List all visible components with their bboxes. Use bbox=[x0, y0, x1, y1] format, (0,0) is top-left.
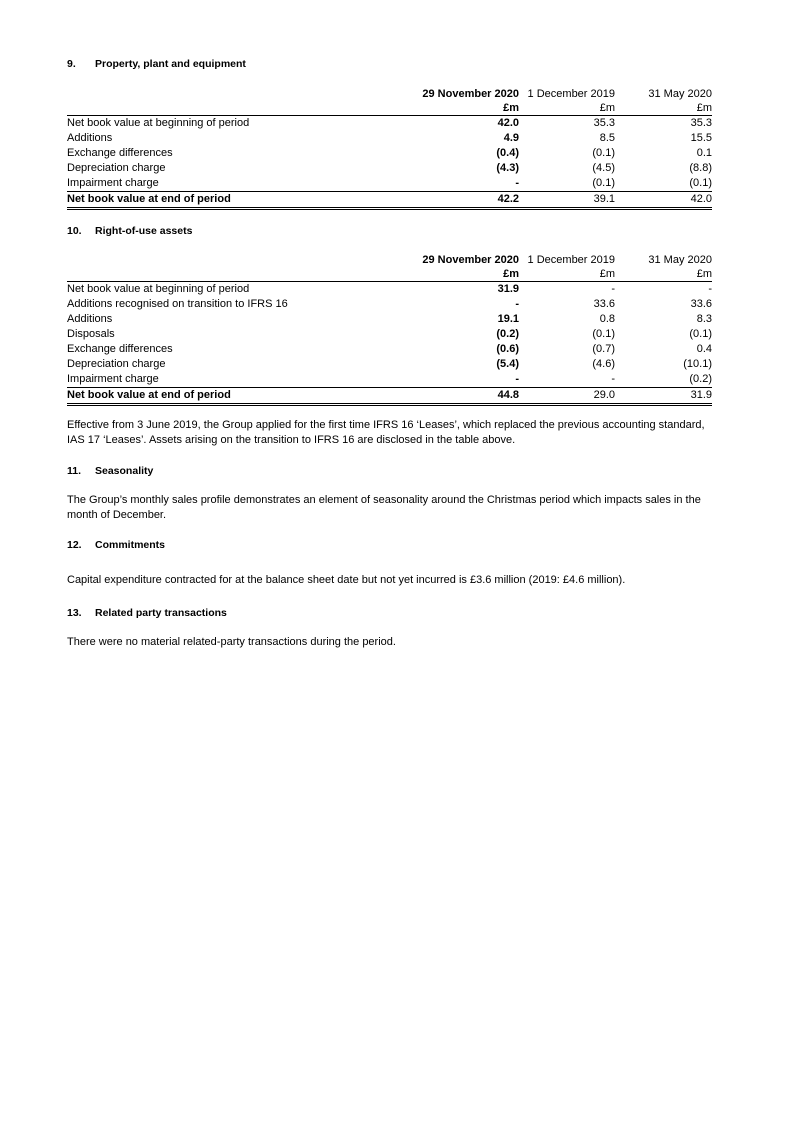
cell-value: (4.6) bbox=[592, 358, 615, 370]
column-header: 1 December 2019 bbox=[527, 88, 615, 100]
cell-value: 42.2 bbox=[417, 192, 519, 209]
row-label: Depreciation charge bbox=[67, 358, 166, 370]
section-number: 13. bbox=[67, 607, 82, 619]
column-header: 29 November 2020 bbox=[422, 254, 519, 266]
section-heading-11 bbox=[67, 465, 153, 477]
table-unit-row bbox=[67, 267, 712, 282]
section-title: Related party transactions bbox=[95, 607, 227, 619]
table-header-row bbox=[67, 87, 712, 101]
table-total-row bbox=[67, 388, 712, 405]
row-label: Disposals bbox=[67, 328, 115, 340]
table-header-row bbox=[67, 253, 712, 267]
cell-value: (10.1) bbox=[683, 358, 712, 370]
row-label: Exchange differences bbox=[67, 343, 173, 355]
unit-label: £m bbox=[417, 267, 519, 282]
cell-value: 35.3 bbox=[593, 117, 615, 129]
cell-value: - bbox=[515, 298, 519, 310]
seasonality-text: The Group’s monthly sales profile demonstrates an element of seasonality around the Christmas period which impacts sales in the month of December. bbox=[67, 494, 701, 521]
ifrs16-note: Effective from 3 June 2019, the Group applied for the first time IFRS 16 ‘Leases’, which replaced the previous accounting standard, IAS 17 ‘Leases’. Assets arising on the transition to IFRS 16 are disclosed in the table above. bbox=[67, 419, 705, 446]
cell-value: (8.8) bbox=[689, 162, 712, 174]
cell-value: 15.5 bbox=[690, 132, 712, 144]
commitments-text: Capital expenditure contracted for at the balance sheet date but not yet incurred is £3.6 million (2019: £4.6 million). bbox=[67, 574, 626, 586]
table-row bbox=[67, 312, 712, 327]
cell-value: - bbox=[515, 177, 519, 189]
section-heading-13 bbox=[67, 607, 227, 619]
cell-value: (0.1) bbox=[592, 328, 615, 340]
cell-value: 33.6 bbox=[593, 298, 615, 310]
cell-value: 31.9 bbox=[615, 388, 712, 405]
table-row bbox=[67, 161, 712, 176]
unit-label: £m bbox=[519, 101, 615, 116]
section-number: 12. bbox=[67, 539, 82, 551]
table-row bbox=[67, 116, 712, 132]
section-title: Right-of-use assets bbox=[95, 225, 193, 237]
cell-value: 0.1 bbox=[696, 147, 712, 159]
table-row bbox=[67, 297, 712, 312]
section-number: 9. bbox=[67, 58, 76, 70]
right-of-use-table bbox=[67, 253, 712, 406]
column-header: 29 November 2020 bbox=[422, 88, 519, 100]
row-label: Impairment charge bbox=[67, 177, 159, 189]
section-title: Seasonality bbox=[95, 465, 154, 477]
cell-value: - bbox=[611, 283, 615, 295]
table-unit-row bbox=[67, 101, 712, 116]
cell-value: 44.8 bbox=[417, 388, 519, 405]
table-total-row bbox=[67, 192, 712, 209]
unit-label: £m bbox=[615, 267, 712, 282]
cell-value: 29.0 bbox=[519, 388, 615, 405]
related-party-text: There were no material related-party transactions during the period. bbox=[67, 636, 396, 648]
row-label: Net book value at beginning of period bbox=[67, 283, 250, 295]
cell-value: 0.4 bbox=[696, 343, 712, 355]
cell-value: 4.9 bbox=[503, 132, 519, 144]
section-number: 11. bbox=[67, 465, 82, 477]
table-row bbox=[67, 327, 712, 342]
cell-value: 42.0 bbox=[615, 192, 712, 209]
cell-value: (0.2) bbox=[689, 373, 712, 385]
row-label: Depreciation charge bbox=[67, 162, 166, 174]
row-label: Net book value at beginning of period bbox=[67, 117, 250, 129]
table-row bbox=[67, 146, 712, 161]
unit-label: £m bbox=[519, 267, 615, 282]
cell-value: 39.1 bbox=[519, 192, 615, 209]
table-row bbox=[67, 357, 712, 372]
cell-value: (0.4) bbox=[496, 147, 519, 159]
row-label: Impairment charge bbox=[67, 373, 159, 385]
row-label: Net book value at end of period bbox=[67, 388, 417, 405]
cell-value: 31.9 bbox=[497, 283, 519, 295]
column-header: 1 December 2019 bbox=[527, 254, 615, 266]
cell-value: - bbox=[515, 373, 519, 385]
cell-value: (0.7) bbox=[592, 343, 615, 355]
section-heading-10 bbox=[67, 225, 192, 237]
table-row bbox=[67, 131, 712, 146]
row-label: Additions recognised on transition to IFRS 16 bbox=[67, 298, 288, 310]
cell-value: 0.8 bbox=[599, 313, 615, 325]
section-heading-12 bbox=[67, 539, 165, 551]
cell-value: (0.1) bbox=[592, 147, 615, 159]
cell-value: - bbox=[708, 283, 712, 295]
cell-value: (0.1) bbox=[689, 177, 712, 189]
row-label: Additions bbox=[67, 132, 113, 144]
cell-value: - bbox=[611, 373, 615, 385]
row-label: Net book value at end of period bbox=[67, 192, 417, 209]
cell-value: (0.2) bbox=[496, 328, 519, 340]
cell-value: (0.1) bbox=[592, 177, 615, 189]
cell-value: 42.0 bbox=[497, 117, 519, 129]
cell-value: (4.3) bbox=[496, 162, 519, 174]
table-row bbox=[67, 282, 712, 298]
section-title: Commitments bbox=[95, 539, 166, 551]
cell-value: 19.1 bbox=[497, 313, 519, 325]
cell-value: 35.3 bbox=[690, 117, 712, 129]
ppe-table bbox=[67, 87, 712, 210]
section-number: 10. bbox=[67, 225, 82, 237]
cell-value: (0.1) bbox=[689, 328, 712, 340]
cell-value: 8.3 bbox=[696, 313, 712, 325]
column-header: 31 May 2020 bbox=[648, 254, 712, 266]
row-label: Exchange differences bbox=[67, 147, 173, 159]
section-title: Property, plant and equipment bbox=[95, 58, 246, 70]
table-row bbox=[67, 372, 712, 388]
table-row bbox=[67, 342, 712, 357]
row-label: Additions bbox=[67, 313, 113, 325]
column-header: 31 May 2020 bbox=[648, 88, 712, 100]
unit-label: £m bbox=[615, 101, 712, 116]
unit-label: £m bbox=[417, 101, 519, 116]
cell-value: (0.6) bbox=[496, 343, 519, 355]
cell-value: (5.4) bbox=[496, 358, 519, 370]
cell-value: (4.5) bbox=[592, 162, 615, 174]
cell-value: 33.6 bbox=[690, 298, 712, 310]
section-heading-9 bbox=[67, 58, 246, 70]
table-row bbox=[67, 176, 712, 192]
cell-value: 8.5 bbox=[599, 132, 615, 144]
